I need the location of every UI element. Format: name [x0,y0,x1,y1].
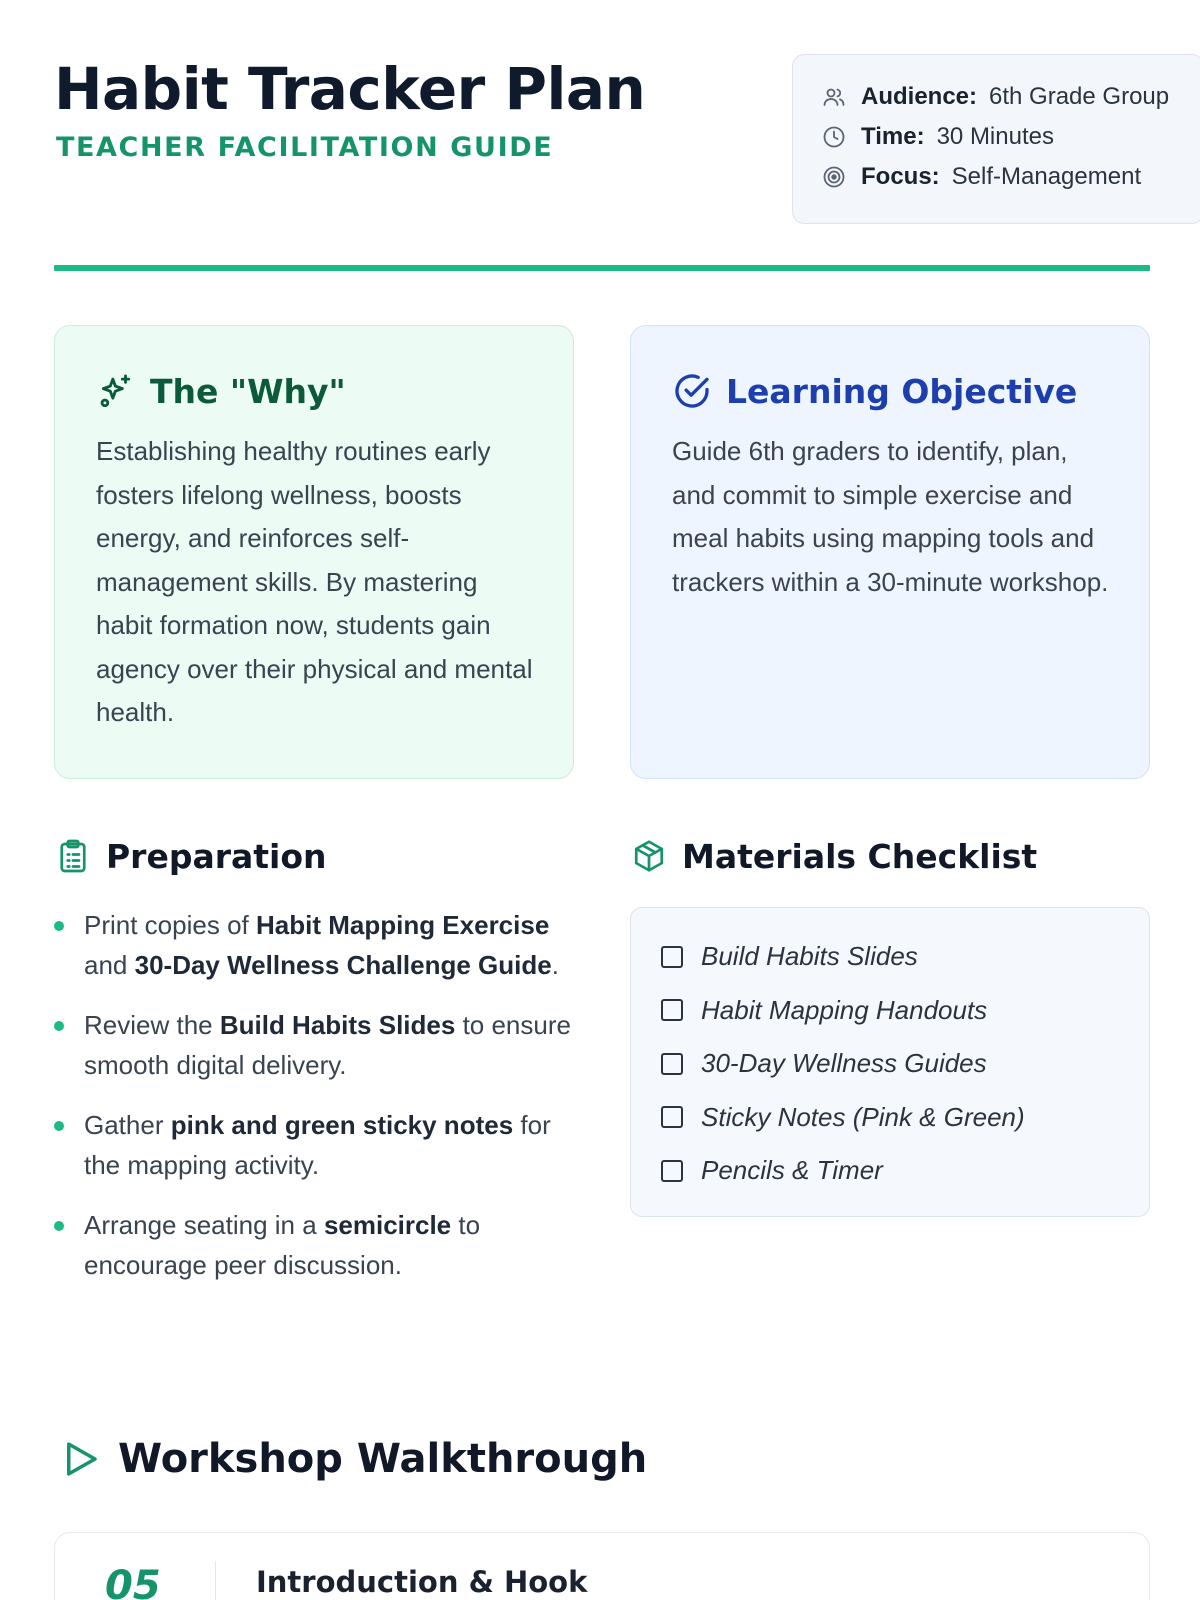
checklist-item[interactable] [661,930,1149,984]
checklist-item-label: Pencils & Timer [701,1155,883,1186]
checklist-item-label: Sticky Notes (Pink & Green) [701,1101,1025,1132]
users-icon [821,84,847,110]
package-icon [630,837,668,875]
checkbox[interactable] [661,1160,683,1182]
sparkles-icon [96,371,136,411]
meta-info-box [792,54,1200,224]
preparation-header [54,833,327,879]
time-value: 30 Minutes [936,123,1054,150]
meta-time [821,117,1200,157]
checklist-item-label: Habit Mapping Handouts [701,994,988,1025]
list-item: Review the Build Habits Slides to ensure smooth digital delivery. [54,1005,574,1085]
list-item: Gather pink and green sticky notes for the mapping activity. [54,1105,574,1185]
checklist-item-label: Build Habits Slides [701,941,918,972]
materials-header [630,833,1037,879]
clipboard-icon [54,837,92,875]
materials-checklist [630,907,1150,1217]
step-card [54,1532,1150,1600]
materials-title: Materials Checklist [682,836,1038,876]
step-number: 05 [105,1563,161,1600]
walkthrough-header [58,1436,647,1482]
play-icon [58,1436,104,1482]
why-card-header [96,368,533,414]
checklist-item[interactable] [661,1037,1149,1091]
checklist-item[interactable] [661,1091,1149,1145]
step-divider [215,1561,216,1600]
step-title: Introduction & Hook [256,1565,588,1599]
preparation-title: Preparation [106,836,327,876]
checkbox[interactable] [661,1106,683,1128]
meta-audience [821,77,1200,117]
why-card [54,325,574,779]
preparation-list [54,905,574,1305]
target-icon [821,164,847,190]
page-header [54,54,1170,224]
page-subtitle: TEACHER FACILITATION GUIDE [56,132,554,163]
checkbox[interactable] [661,999,683,1021]
checklist-item[interactable] [661,1144,1149,1198]
checkbox[interactable] [661,1053,683,1075]
checkbox[interactable] [661,946,683,968]
meta-focus [821,157,1200,197]
why-title: The "Why" [150,371,346,411]
checklist-item[interactable] [661,984,1149,1038]
header-divider [54,265,1150,271]
objective-title: Learning Objective [726,371,1078,411]
audience-label: Audience: [861,83,978,110]
time-label: Time: [861,123,925,150]
objective-body: Guide 6th graders to identify, plan, and commit to simple exercise and meal habits using mapping tools and trackers within a 30-minute workshop. [672,436,1109,597]
list-item: Arrange seating in a semicircle to encourage peer discussion. [54,1205,574,1285]
clock-icon [821,124,847,150]
page-title: Habit Tracker Plan [54,55,646,123]
objective-card [630,325,1150,779]
focus-value: Self-Management [951,163,1142,190]
list-item: Print copies of Habit Mapping Exercise and 30-Day Wellness Challenge Guide. [54,905,574,985]
focus-label: Focus: [861,163,940,190]
objective-card-header [672,368,1109,414]
checklist-item-label: 30-Day Wellness Guides [701,1048,987,1079]
walkthrough-title: Workshop Walkthrough [118,1436,648,1482]
check-circle-icon [672,371,712,411]
why-body: Establishing healthy routines early fosters lifelong wellness, boosts energy, and reinforces self-management skills. By mastering habit formation now, students gain agency over their physical and mental health. [96,436,533,727]
audience-value: 6th Grade Group [989,83,1170,110]
